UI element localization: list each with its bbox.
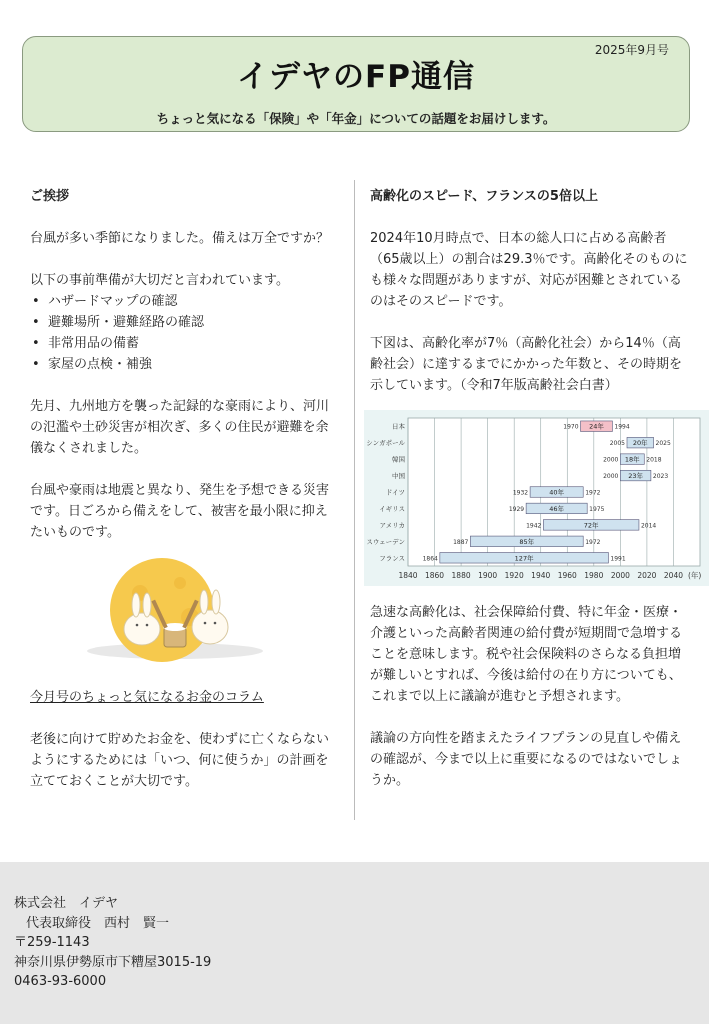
company-phone: 0463-93-6000 (14, 974, 107, 989)
aging-speed-chart (364, 410, 709, 586)
category-label: シンガポール (366, 439, 405, 448)
list-item: • 家屋の点検・補強 (30, 354, 338, 375)
bar-start-label: 1942 (526, 522, 542, 530)
category-label: スウェーデン (366, 537, 405, 546)
bar-start-label: 1970 (563, 423, 579, 431)
bar-end-label: 2018 (646, 456, 662, 464)
bar-end-label: 2023 (652, 473, 669, 481)
x-tick-label: 2040 (663, 571, 684, 580)
x-tick-label: 2000 (610, 571, 630, 580)
category-label: 韓国 (392, 455, 405, 464)
bar-value-label: 46年 (549, 504, 565, 513)
representative: 代表取締役 西村 賢一 (26, 915, 170, 931)
moon-rabbit-illustration (30, 555, 338, 665)
x-tick-label: 1860 (424, 571, 445, 580)
category-label: アメリカ (379, 521, 405, 530)
aging-paragraph-3: 急速な高齢化は、社会保障給付費、特に年金・医療・介護といった高齢者関連の給付費が短期間で急増することを意味します。税や社会保険料のさらなる負担増が難しいとすれば、今後は給付の在り方についても、これまで以上に議論が進むと予想されます。 (370, 605, 683, 704)
category-label: フランス (379, 554, 405, 563)
column-divider (354, 180, 355, 820)
greeting-heading: ご挨拶 (30, 189, 70, 204)
aging-paragraph-4: 議論の方向性を踏まえたライフプランの見直しや備えの確認が、今まで以上に重要になるのではないでしょうか。 (370, 731, 683, 788)
money-column-title: 今月号のちょっと気になるお金のコラム (30, 690, 264, 705)
category-label: 中国 (392, 472, 405, 481)
list-item: • 非常用品の備蓄 (30, 333, 338, 354)
x-tick-label: 1980 (584, 571, 604, 580)
x-tick-label: 1840 (398, 571, 418, 580)
bar-value-label: 127年 (514, 554, 534, 563)
x-tick-label: 1960 (557, 571, 577, 580)
x-tick-label: (年) (688, 571, 702, 580)
aging-heading: 高齢化のスピード、フランスの5倍以上 (370, 189, 598, 204)
bar-end-label: 1972 (585, 489, 601, 497)
bar-value-label: 18年 (624, 455, 640, 464)
company-address: 神奈川県伊勢原市下糟屋3015-19 (14, 954, 212, 970)
x-tick-label: 1940 (531, 571, 551, 580)
postal-code: 〒259-1143 (14, 935, 90, 950)
preparation-list (30, 291, 338, 375)
newsletter-title: イデヤのFP通信 (237, 59, 475, 95)
bar-end-label: 1991 (610, 555, 626, 563)
bar-end-label: 1975 (589, 505, 605, 513)
bar-value-label: 20年 (632, 439, 648, 448)
newsletter-header (22, 36, 690, 132)
left-column (30, 186, 338, 792)
x-tick-label: 1880 (451, 571, 471, 580)
full-moon-icon (110, 558, 214, 662)
bar-start-label: 1929 (508, 505, 525, 513)
bar-value-label: 24年 (589, 422, 604, 431)
category-label: イギリス (379, 504, 405, 513)
aging-paragraph-1: 2024年10月時点で、日本の総人口に占める高齢者（65歳以上）の割合は29.3％です。高齢化そのものにも様々な問題がありますが、対応が困難とされているのはそのスピードです。 (370, 231, 688, 309)
x-tick-label: 1900 (478, 571, 498, 580)
preparation-intro: 以下の事前準備が大切だと言われています。 (30, 273, 289, 288)
newsletter-subtitle: ちょっと気になる「保険」や「年金」についての話題をお届けします。 (156, 111, 556, 126)
moon-rabbit-svg (30, 555, 338, 665)
bar-end-label: 1972 (585, 538, 601, 546)
bar-start-label: 1864 (422, 555, 438, 563)
aging-speed-chart-svg (364, 410, 709, 586)
greeting-paragraph-3: 先月、九州地方を襲った記録的な豪雨により、河川の氾濫や土砂災害が相次ぎ、多くの住民が避難を余儀なくされました。 (30, 399, 330, 456)
bar-end-label: 1994 (614, 423, 630, 431)
bar-start-label: 1887 (453, 538, 469, 546)
bar-value-label: 23年 (628, 472, 644, 481)
money-column-paragraph: 老後に向けて貯めたお金を、使わずに亡くならないようにするためには「いつ、何に使うか」の計画を立てておくことが大切です。 (30, 732, 330, 789)
aging-paragraph-2: 下図は、高齢化率が7％（高齢化社会）から14％（高齢社会）に達するまでにかかった年数と、その時期を示しています。（令和7年版高齢社会白書） (370, 336, 683, 393)
right-column (366, 186, 702, 791)
bar-start-label: 2000 (603, 473, 619, 481)
category-label: 日本 (392, 422, 405, 431)
bar-value-label: 85年 (519, 537, 535, 546)
bar-end-label: 2025 (655, 440, 671, 448)
bar-start-label: 2005 (609, 440, 625, 448)
greeting-paragraph-4: 台風や豪雨は地震と異なり、発生を予想できる災害です。日ごろから備えをして、被害を最小限に抑えたいものです。 (30, 483, 330, 540)
issue-date: 2025年9月号 (594, 43, 669, 57)
bar-value-label: 40年 (549, 488, 565, 497)
x-tick-label: 2020 (637, 571, 657, 580)
bar-value-label: 72年 (583, 521, 599, 530)
list-item: • 避難場所・避難経路の確認 (30, 312, 338, 333)
bar-start-label: 2000 (603, 456, 619, 464)
category-label: ドイツ (385, 488, 405, 497)
bar-end-label: 2014 (640, 522, 657, 530)
bar-start-label: 1932 (512, 489, 529, 497)
x-tick-label: 1920 (504, 571, 524, 580)
greeting-paragraph-1: 台風が多い季節になりました。備えは万全ですか？ (30, 231, 330, 246)
company-footer (0, 862, 709, 1024)
company-name: 株式会社 イデヤ (14, 896, 119, 911)
list-item: • ハザードマップの確認 (30, 291, 338, 312)
